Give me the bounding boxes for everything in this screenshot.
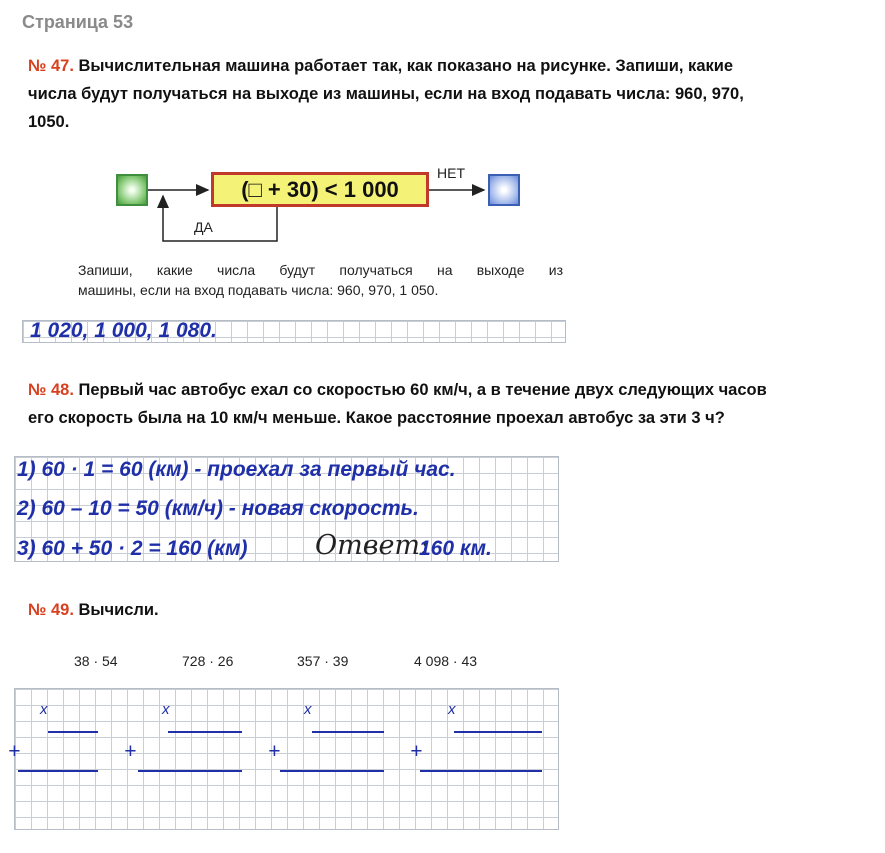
label-no: НЕТ <box>437 165 465 181</box>
times-sign-4: x <box>448 701 461 718</box>
machine-diagram-arrows <box>0 0 885 300</box>
plus-sign-1: + <box>8 740 26 763</box>
expr-4: 4 098 · 43 <box>414 653 478 669</box>
calc-49-grid <box>14 688 559 830</box>
times-sign-2: x <box>162 701 175 718</box>
expr-2: 728 · 26 <box>182 653 234 669</box>
line-2a <box>168 731 242 733</box>
line-2b <box>138 770 242 772</box>
answer-48: 160 км. <box>419 537 492 560</box>
output-square-icon <box>488 174 520 206</box>
task-48-line-1: Первый час автобус ехал со скоростью 60 км/ч, а в течение двух следующих часов <box>78 381 767 399</box>
solution-48-step-2: 2) 60 – 10 = 50 (км/ч) - новая скорость. <box>17 497 419 520</box>
task-47-number: № 47. <box>28 57 74 75</box>
task-48-number: № 48. <box>28 381 74 399</box>
times-sign-1: x <box>40 701 53 718</box>
page-title: Страница 53 <box>22 12 134 32</box>
formula-box: (□ + 30) < 1 000 <box>211 172 429 207</box>
caption-line-1: Запиши, какие числа будут получаться на выходе из <box>78 262 563 278</box>
line-3b <box>280 770 384 772</box>
plus-sign-3: + <box>268 740 286 763</box>
expr-1: 38 · 54 <box>74 653 118 669</box>
input-square-icon <box>116 174 148 206</box>
task-48-statement <box>28 376 767 432</box>
times-sign-3: x <box>304 701 317 718</box>
line-1a <box>48 731 98 733</box>
solution-48-step-3: 3) 60 + 50 · 2 = 160 (км) <box>17 537 248 560</box>
line-1b <box>18 770 98 772</box>
plus-sign-4: + <box>410 740 428 763</box>
line-3a <box>312 731 384 733</box>
answer-word: Ответ: <box>315 530 430 561</box>
task-47-line-2: числа будут получаться на выходе из машины, если на вход подавать числа: 960, 970, <box>28 85 744 103</box>
machine-caption <box>78 260 563 300</box>
solution-48-step-1: 1) 60 · 1 = 60 (км) - проехал за первый час. <box>17 458 456 481</box>
line-4b <box>420 770 542 772</box>
task-47-line-1: Вычислительная машина работает так, как показано на рисунке. Запиши, какие <box>78 57 734 75</box>
task-47-line-3: 1050. <box>28 113 70 131</box>
expr-3: 357 · 39 <box>297 653 349 669</box>
label-yes: ДА <box>194 219 213 235</box>
task-49-number: № 49. <box>28 601 74 619</box>
caption-line-2: машины, если на вход подавать числа: 960, 970, 1 050. <box>78 282 439 298</box>
plus-sign-2: + <box>124 740 142 763</box>
task-48-line-2: его скорость была на 10 км/ч меньше. Какое расстояние проехал автобус за эти 3 ч? <box>28 409 725 427</box>
machine-diagram <box>0 0 885 300</box>
line-4a <box>454 731 542 733</box>
task-49-text: Вычисли. <box>78 601 159 619</box>
answer-47: 1 020, 1 000, 1 080. <box>30 319 217 342</box>
task-49-statement <box>28 596 159 624</box>
